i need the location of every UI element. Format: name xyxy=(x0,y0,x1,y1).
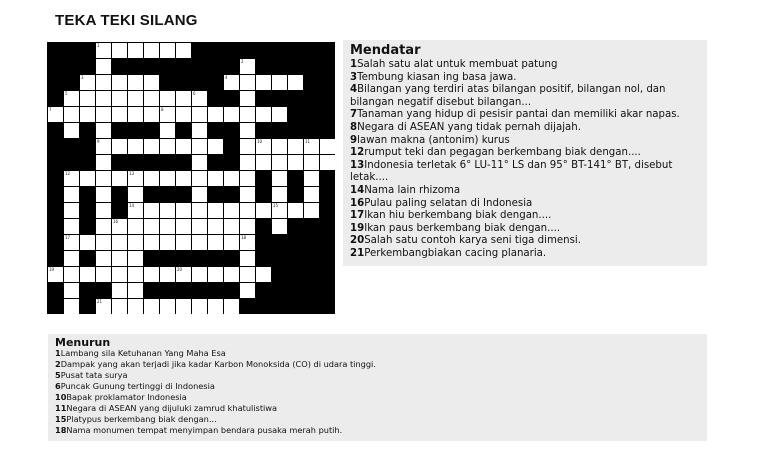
down-clue xyxy=(55,392,700,403)
grid-cell[interactable] xyxy=(224,267,239,282)
grid-cell[interactable] xyxy=(272,107,287,122)
grid-cell[interactable] xyxy=(224,171,239,186)
clue-text: Lambang sila Ketuhanan Yang Maha Esa xyxy=(60,348,226,358)
clue-number: 7 xyxy=(350,109,358,121)
grid-cell[interactable] xyxy=(240,203,255,218)
across-clue xyxy=(350,223,702,236)
across-heading: Mendatar xyxy=(350,43,421,58)
clue-text: Bilangan yang terdiri atas bilangan positif, bilangan nol, dan bilangan negatif disebut bilangan... xyxy=(350,84,666,108)
down-heading: Menurun xyxy=(55,336,111,349)
grid-cell[interactable] xyxy=(64,203,79,218)
clue-number: 2 xyxy=(55,359,61,369)
across-clue xyxy=(350,198,702,211)
grid-cell[interactable] xyxy=(112,139,127,154)
grid-cell[interactable] xyxy=(304,187,319,202)
grid-cell[interactable] xyxy=(320,139,335,154)
grid-cell[interactable] xyxy=(144,235,159,250)
clue-text: Perkembangbiakan cacing planaria. xyxy=(364,247,547,259)
grid-cell[interactable] xyxy=(144,75,159,90)
clue-text: Indonesia terletak 6° LU-11° LS dan 95° BT-141° BT, disebut letak.... xyxy=(350,159,673,184)
grid-cell[interactable] xyxy=(224,235,239,250)
grid-cell[interactable] xyxy=(208,267,223,282)
clue-text: Salah satu alat untuk membuat patung xyxy=(357,59,558,70)
clue-number: 6 xyxy=(55,381,61,391)
across-clue xyxy=(350,160,702,185)
across-clue xyxy=(350,122,702,135)
grid-clue-number: 8 xyxy=(161,107,164,112)
grid-cell[interactable] xyxy=(192,107,207,122)
grid-clue-number: 4 xyxy=(225,75,228,80)
across-clue xyxy=(350,248,702,261)
grid-cell[interactable] xyxy=(128,107,143,122)
grid-clue-number: 14 xyxy=(129,203,135,208)
grid-cell[interactable] xyxy=(208,171,223,186)
grid-cell[interactable] xyxy=(208,139,223,154)
grid-cell[interactable] xyxy=(288,203,303,218)
down-clue xyxy=(55,348,700,359)
grid-cell[interactable] xyxy=(272,187,287,202)
grid-cell[interactable] xyxy=(320,155,335,170)
grid-cell[interactable] xyxy=(128,299,143,314)
grid-cell[interactable] xyxy=(192,187,207,202)
grid-cell[interactable] xyxy=(96,59,111,74)
grid-cell[interactable] xyxy=(128,251,143,266)
grid-cell[interactable] xyxy=(160,139,175,154)
grid-cell[interactable] xyxy=(64,123,79,138)
down-clue xyxy=(55,370,700,381)
grid-cell[interactable] xyxy=(128,219,143,234)
grid-cell[interactable] xyxy=(96,75,111,90)
clue-text: lawan makna (antonim) kurus xyxy=(357,134,510,146)
grid-clue-number: 9 xyxy=(97,139,100,144)
grid-clue-number: 10 xyxy=(257,139,263,144)
clue-text: Salah satu contoh karya seni tiga dimensi. xyxy=(364,235,581,247)
grid-cell[interactable] xyxy=(304,155,319,170)
clue-number: 4 xyxy=(350,84,358,96)
grid-cell[interactable] xyxy=(128,91,143,106)
clue-number: 13 xyxy=(350,159,365,171)
grid-cell[interactable] xyxy=(288,139,303,154)
grid-cell[interactable] xyxy=(144,107,159,122)
clue-text: Pusat tata surya xyxy=(60,370,128,380)
clue-number: 18 xyxy=(55,425,67,435)
grid-cell[interactable] xyxy=(144,139,159,154)
down-clue xyxy=(55,381,700,392)
grid-cell[interactable] xyxy=(224,107,239,122)
clue-number: 1 xyxy=(350,59,358,70)
grid-cell[interactable] xyxy=(208,235,223,250)
grid-cell[interactable] xyxy=(272,139,287,154)
down-clue-list xyxy=(55,348,700,436)
grid-cell[interactable] xyxy=(192,139,207,154)
clue-text: Platypus berkembang biak dengan... xyxy=(66,414,217,424)
grid-clue-number: 1 xyxy=(97,43,100,48)
clue-number: 11 xyxy=(55,403,67,413)
across-clue xyxy=(350,109,702,122)
clue-text: Ikan hiu berkembang biak dengan.... xyxy=(364,210,552,222)
grid-cell[interactable] xyxy=(160,299,175,314)
grid-cell[interactable] xyxy=(160,203,175,218)
grid-cell[interactable] xyxy=(160,219,175,234)
grid-clue-number: 12 xyxy=(65,171,71,176)
down-clue xyxy=(55,359,700,370)
grid-cell[interactable] xyxy=(176,139,191,154)
grid-clue-number: 3 xyxy=(81,75,84,80)
grid-clue-number: 20 xyxy=(177,267,183,272)
grid-clue-number: 18 xyxy=(241,235,247,240)
grid-cell[interactable] xyxy=(176,203,191,218)
grid-cell[interactable] xyxy=(112,43,127,58)
clue-text: rumput teki dan pegagan berkembang biak dengan.... xyxy=(364,147,641,159)
grid-cell[interactable] xyxy=(112,299,127,314)
grid-clue-number: 6 xyxy=(193,91,196,96)
grid-cell[interactable] xyxy=(240,187,255,202)
down-clue xyxy=(55,403,700,414)
down-clue xyxy=(55,425,700,436)
grid-cell[interactable] xyxy=(160,235,175,250)
clue-number: 5 xyxy=(55,370,61,380)
grid-cell[interactable] xyxy=(80,107,95,122)
across-clue xyxy=(350,235,702,248)
clue-number: 20 xyxy=(350,235,365,247)
across-clue xyxy=(350,135,702,148)
grid-cell[interactable] xyxy=(96,219,111,234)
grid-cell[interactable] xyxy=(96,235,111,250)
down-clue xyxy=(55,414,700,425)
grid-cell[interactable] xyxy=(256,75,271,90)
across-clue xyxy=(350,210,702,223)
grid-cell[interactable] xyxy=(176,219,191,234)
grid-cell[interactable] xyxy=(304,203,319,218)
grid-cell[interactable] xyxy=(128,187,143,202)
grid-cell[interactable] xyxy=(192,155,207,170)
grid-cell[interactable] xyxy=(304,171,319,186)
grid-cell[interactable] xyxy=(160,171,175,186)
grid-cell[interactable] xyxy=(112,75,127,90)
clue-text: Ikan paus berkembang biak dengan.... xyxy=(364,222,561,234)
grid-cell[interactable] xyxy=(256,267,271,282)
grid-cell[interactable] xyxy=(112,91,127,106)
grid-cell[interactable] xyxy=(128,139,143,154)
clue-text: Tembung kiasan ing basa jawa. xyxy=(357,71,517,83)
grid-cell[interactable] xyxy=(128,235,143,250)
clue-text: Pulau paling selatan di Indonesia xyxy=(364,197,533,209)
grid-cell[interactable] xyxy=(192,267,207,282)
clue-number: 8 xyxy=(350,121,358,133)
grid-clue-number: 19 xyxy=(49,267,55,272)
clue-number: 9 xyxy=(350,134,358,146)
grid-clue-number: 5 xyxy=(65,91,68,96)
clue-number: 15 xyxy=(55,414,67,424)
clue-number: 17 xyxy=(350,210,365,222)
grid-cell[interactable] xyxy=(112,171,127,186)
grid-cell[interactable] xyxy=(192,299,207,314)
grid-cell[interactable] xyxy=(96,203,111,218)
grid-cell[interactable] xyxy=(96,107,111,122)
grid-cell[interactable] xyxy=(208,299,223,314)
clue-number: 1 xyxy=(55,348,61,358)
grid-cell[interactable] xyxy=(64,251,79,266)
grid-cell[interactable] xyxy=(128,267,143,282)
grid-cell[interactable] xyxy=(96,251,111,266)
grid-clue-number: 2 xyxy=(241,59,244,64)
grid-cell[interactable] xyxy=(96,187,111,202)
clue-number: 3 xyxy=(350,71,358,83)
clue-text: Dampak yang akan terjadi jika kadar Karbon Monoksida (CO) di udara tinggi. xyxy=(60,359,376,369)
grid-cell[interactable] xyxy=(272,219,287,234)
clue-text: Puncak Gunung tertinggi di Indonesia xyxy=(60,381,215,391)
grid-cell[interactable] xyxy=(240,219,255,234)
grid-cell[interactable] xyxy=(80,171,95,186)
clue-number: 19 xyxy=(350,222,365,234)
grid-cell[interactable] xyxy=(240,139,255,154)
grid-cell[interactable] xyxy=(272,155,287,170)
grid-cell[interactable] xyxy=(192,219,207,234)
grid-cell[interactable] xyxy=(80,267,95,282)
grid-cell[interactable] xyxy=(192,235,207,250)
grid-cell[interactable] xyxy=(224,299,239,314)
grid-cell[interactable] xyxy=(176,171,191,186)
grid-cell[interactable] xyxy=(224,203,239,218)
grid-cell[interactable] xyxy=(160,43,175,58)
grid-cell[interactable] xyxy=(144,91,159,106)
grid-cell[interactable] xyxy=(224,219,239,234)
grid-cell[interactable] xyxy=(64,219,79,234)
grid-cell[interactable] xyxy=(272,171,287,186)
grid-cell[interactable] xyxy=(176,107,191,122)
grid-cell[interactable] xyxy=(128,75,143,90)
grid-cell[interactable] xyxy=(240,283,255,298)
grid-cell[interactable] xyxy=(240,267,255,282)
grid-cell[interactable] xyxy=(80,91,95,106)
grid-cell[interactable] xyxy=(240,171,255,186)
grid-cell[interactable] xyxy=(160,267,175,282)
across-clue-list xyxy=(350,59,702,261)
grid-cell[interactable] xyxy=(176,43,191,58)
grid-cell[interactable] xyxy=(96,155,111,170)
clue-number: 12 xyxy=(350,147,365,159)
down-clues-panel xyxy=(48,334,707,441)
grid-clue-number: 13 xyxy=(129,171,135,176)
page-title: TEKA TEKI SILANG xyxy=(55,12,198,29)
grid-cell[interactable] xyxy=(240,123,255,138)
grid-cell[interactable] xyxy=(96,171,111,186)
clue-text: Negara di ASEAN yang tidak pernah dijajah. xyxy=(357,121,581,133)
grid-cell[interactable] xyxy=(128,283,143,298)
grid-cell[interactable] xyxy=(112,235,127,250)
grid-clue-number: 17 xyxy=(65,235,71,240)
clue-text: Tanaman yang hidup di pesisir pantai dan memiliki akar napas. xyxy=(357,109,680,121)
grid-cell[interactable] xyxy=(128,43,143,58)
across-clue xyxy=(350,185,702,198)
clue-number: 16 xyxy=(350,197,365,209)
grid-cell[interactable] xyxy=(240,155,255,170)
clue-number: 10 xyxy=(55,392,67,402)
grid-cell[interactable] xyxy=(208,203,223,218)
grid-clue-number: 11 xyxy=(305,139,311,144)
grid-cell[interactable] xyxy=(192,123,207,138)
grid-cell[interactable] xyxy=(112,267,127,282)
grid-cell[interactable] xyxy=(144,171,159,186)
grid-clue-number: 16 xyxy=(113,219,119,224)
grid-cell[interactable] xyxy=(144,219,159,234)
grid-cell[interactable] xyxy=(144,267,159,282)
grid-cell[interactable] xyxy=(256,155,271,170)
grid-cell[interactable] xyxy=(272,75,287,90)
grid-cell[interactable] xyxy=(144,299,159,314)
grid-clue-number: 7 xyxy=(49,107,52,112)
grid-cell[interactable] xyxy=(160,123,175,138)
grid-cell[interactable] xyxy=(64,267,79,282)
clue-number: 21 xyxy=(350,247,365,259)
across-clue xyxy=(350,72,702,85)
grid-cell[interactable] xyxy=(64,187,79,202)
grid-cell[interactable] xyxy=(192,203,207,218)
grid-cell[interactable] xyxy=(64,299,79,314)
clue-text: Nama monumen tempat menyimpan bendara pusaka merah putih. xyxy=(66,425,343,435)
grid-cell[interactable] xyxy=(64,283,79,298)
clue-text: Negara di ASEAN yang dijuluki zamrud khatulistiwa xyxy=(66,403,278,413)
across-clues-panel xyxy=(343,40,707,266)
grid-cell[interactable] xyxy=(112,283,127,298)
grid-cell[interactable] xyxy=(112,251,127,266)
grid-cell[interactable] xyxy=(144,43,159,58)
across-clue xyxy=(350,59,702,72)
grid-cell[interactable] xyxy=(240,75,255,90)
grid-cell[interactable] xyxy=(96,91,111,106)
grid-cell[interactable] xyxy=(256,203,271,218)
grid-cell[interactable] xyxy=(160,91,175,106)
clue-number: 14 xyxy=(350,184,365,196)
grid-cell[interactable] xyxy=(208,219,223,234)
grid-cell[interactable] xyxy=(256,107,271,122)
grid-cell[interactable] xyxy=(240,251,255,266)
grid-cell[interactable] xyxy=(96,267,111,282)
grid-cell[interactable] xyxy=(208,107,223,122)
grid-clue-number: 21 xyxy=(97,299,103,304)
grid-cell[interactable] xyxy=(176,299,191,314)
grid-cell[interactable] xyxy=(192,171,207,186)
across-clue xyxy=(350,147,702,160)
grid-cell[interactable] xyxy=(96,123,111,138)
grid-cell[interactable] xyxy=(64,107,79,122)
grid-clue-number: 15 xyxy=(273,203,279,208)
grid-cell[interactable] xyxy=(288,155,303,170)
grid-cell[interactable] xyxy=(112,107,127,122)
clue-text: Nama lain rhizoma xyxy=(364,184,461,196)
crossword-grid xyxy=(47,42,335,314)
grid-cell[interactable] xyxy=(144,203,159,218)
grid-cell[interactable] xyxy=(240,107,255,122)
clue-text: Bapak proklamator Indonesia xyxy=(66,392,187,402)
across-clue xyxy=(350,84,702,109)
grid-cell[interactable] xyxy=(176,235,191,250)
grid-cell[interactable] xyxy=(176,91,191,106)
grid-cell[interactable] xyxy=(240,91,255,106)
grid-cell[interactable] xyxy=(80,235,95,250)
grid-cell[interactable] xyxy=(288,75,303,90)
